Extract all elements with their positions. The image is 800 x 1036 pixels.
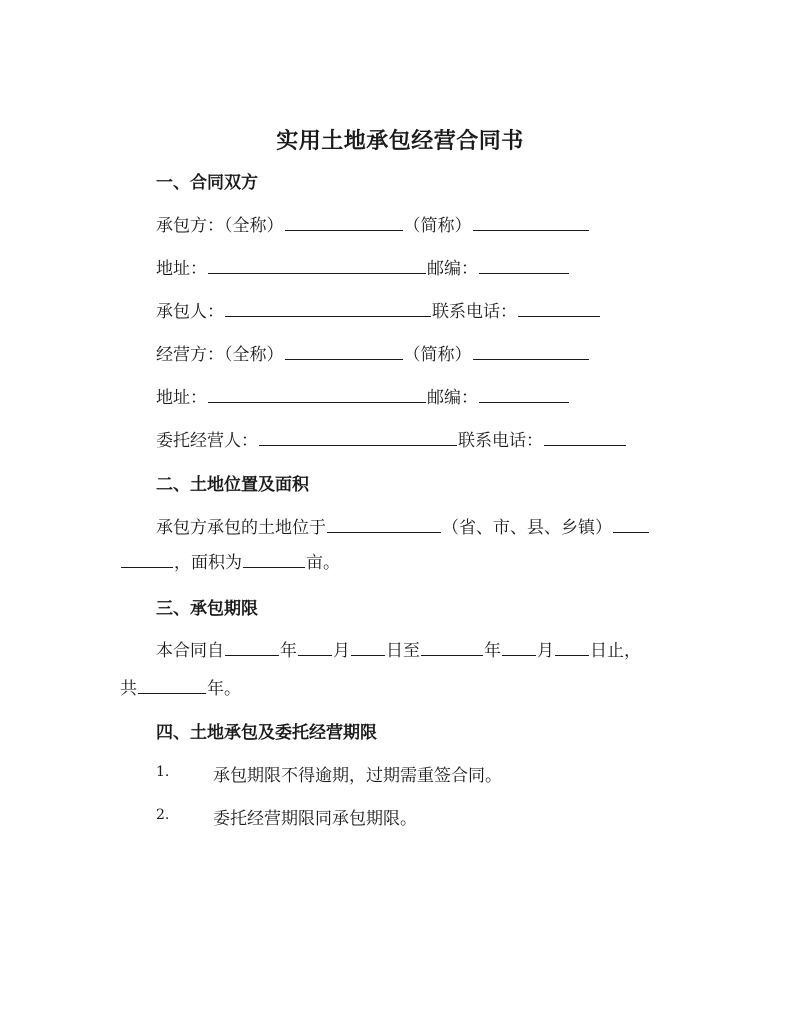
year-label: 年: [280, 641, 297, 661]
section-heading-term: 三、承包期限: [156, 599, 258, 619]
end-day-blank[interactable]: [555, 641, 589, 656]
postcode-blank[interactable]: [479, 259, 569, 274]
operator-address-line: [156, 383, 570, 408]
location-text-1: 承包方承包的土地位于: [156, 518, 326, 538]
operator-shortname-blank[interactable]: [473, 345, 589, 360]
total-years-blank[interactable]: [138, 679, 206, 694]
contractor-person-label: 承包人：: [156, 302, 224, 322]
start-day-blank[interactable]: [351, 641, 385, 656]
day-to-label: 日至: [386, 641, 420, 661]
location-text-2: （省、市、县、乡镇）: [442, 518, 612, 538]
contractor-fullname-blank[interactable]: [285, 216, 403, 231]
list-item-number-1: 1.: [156, 764, 170, 780]
day-end-label: 日止，: [590, 641, 641, 661]
phone-label: 联系电话：: [432, 302, 517, 322]
address-label: 地址：: [156, 259, 207, 279]
operator-fullname-label: 经营方：（全称）: [156, 345, 284, 365]
phone2-label: 联系电话：: [458, 431, 543, 451]
end-month-blank[interactable]: [502, 641, 536, 656]
agent-label: 委托经营人：: [156, 431, 258, 451]
address2-blank[interactable]: [208, 388, 426, 403]
list-item-text-2: 委托经营期限同承包期限。: [213, 809, 417, 829]
area-unit: 亩。: [306, 553, 340, 573]
year2-label: 年: [484, 641, 501, 661]
area-label: ，面积为: [174, 553, 242, 573]
total-label: 共: [120, 679, 137, 699]
location-line-2: [120, 548, 340, 573]
operator-line: [156, 340, 590, 365]
contractor-address-line: [156, 254, 570, 279]
contractor-shortname-label: （简称）: [403, 216, 472, 236]
address2-label: 地址：: [156, 388, 207, 408]
section-heading-parties: 一、合同双方: [156, 173, 258, 193]
postcode-label: 邮编：: [427, 259, 478, 279]
start-year-blank[interactable]: [225, 641, 279, 656]
list-item-number-2: 2.: [156, 807, 170, 823]
area-blank[interactable]: [243, 553, 305, 568]
month2-label: 月: [537, 641, 554, 661]
location-line-1: [156, 513, 650, 538]
address-blank[interactable]: [208, 259, 426, 274]
postcode2-label: 邮编：: [427, 388, 478, 408]
operator-fullname-blank[interactable]: [285, 345, 403, 360]
postcode2-blank[interactable]: [479, 388, 569, 403]
contractor-shortname-blank[interactable]: [473, 216, 589, 231]
phone-blank[interactable]: [518, 302, 600, 317]
month-label: 月: [333, 641, 350, 661]
phone2-blank[interactable]: [544, 431, 626, 446]
end-year-blank[interactable]: [421, 641, 483, 656]
list-item-text-1: 承包期限不得逾期，过期需重签合同。: [213, 766, 502, 786]
contractor-fullname-label: 承包方：（全称）: [156, 216, 284, 236]
section-heading-period: 四、土地承包及委托经营期限: [156, 723, 377, 743]
year3-label: 年。: [207, 679, 241, 699]
section-heading-location: 二、土地位置及面积: [156, 475, 309, 495]
location-blank-cont[interactable]: [613, 518, 649, 533]
contractor-person-line: [156, 297, 601, 322]
operator-shortname-label: （简称）: [403, 345, 472, 365]
term-line-2: [120, 674, 241, 699]
location-blank-end[interactable]: [121, 553, 173, 568]
document-title: 实用土地承包经营合同书: [276, 128, 524, 154]
term-line-1: [156, 636, 641, 661]
contractor-line: [156, 211, 590, 236]
term-start-label: 本合同自: [156, 641, 224, 661]
agent-blank[interactable]: [259, 431, 457, 446]
location-blank[interactable]: [327, 518, 441, 533]
agent-line: [156, 426, 627, 451]
contractor-person-blank[interactable]: [225, 302, 431, 317]
start-month-blank[interactable]: [298, 641, 332, 656]
